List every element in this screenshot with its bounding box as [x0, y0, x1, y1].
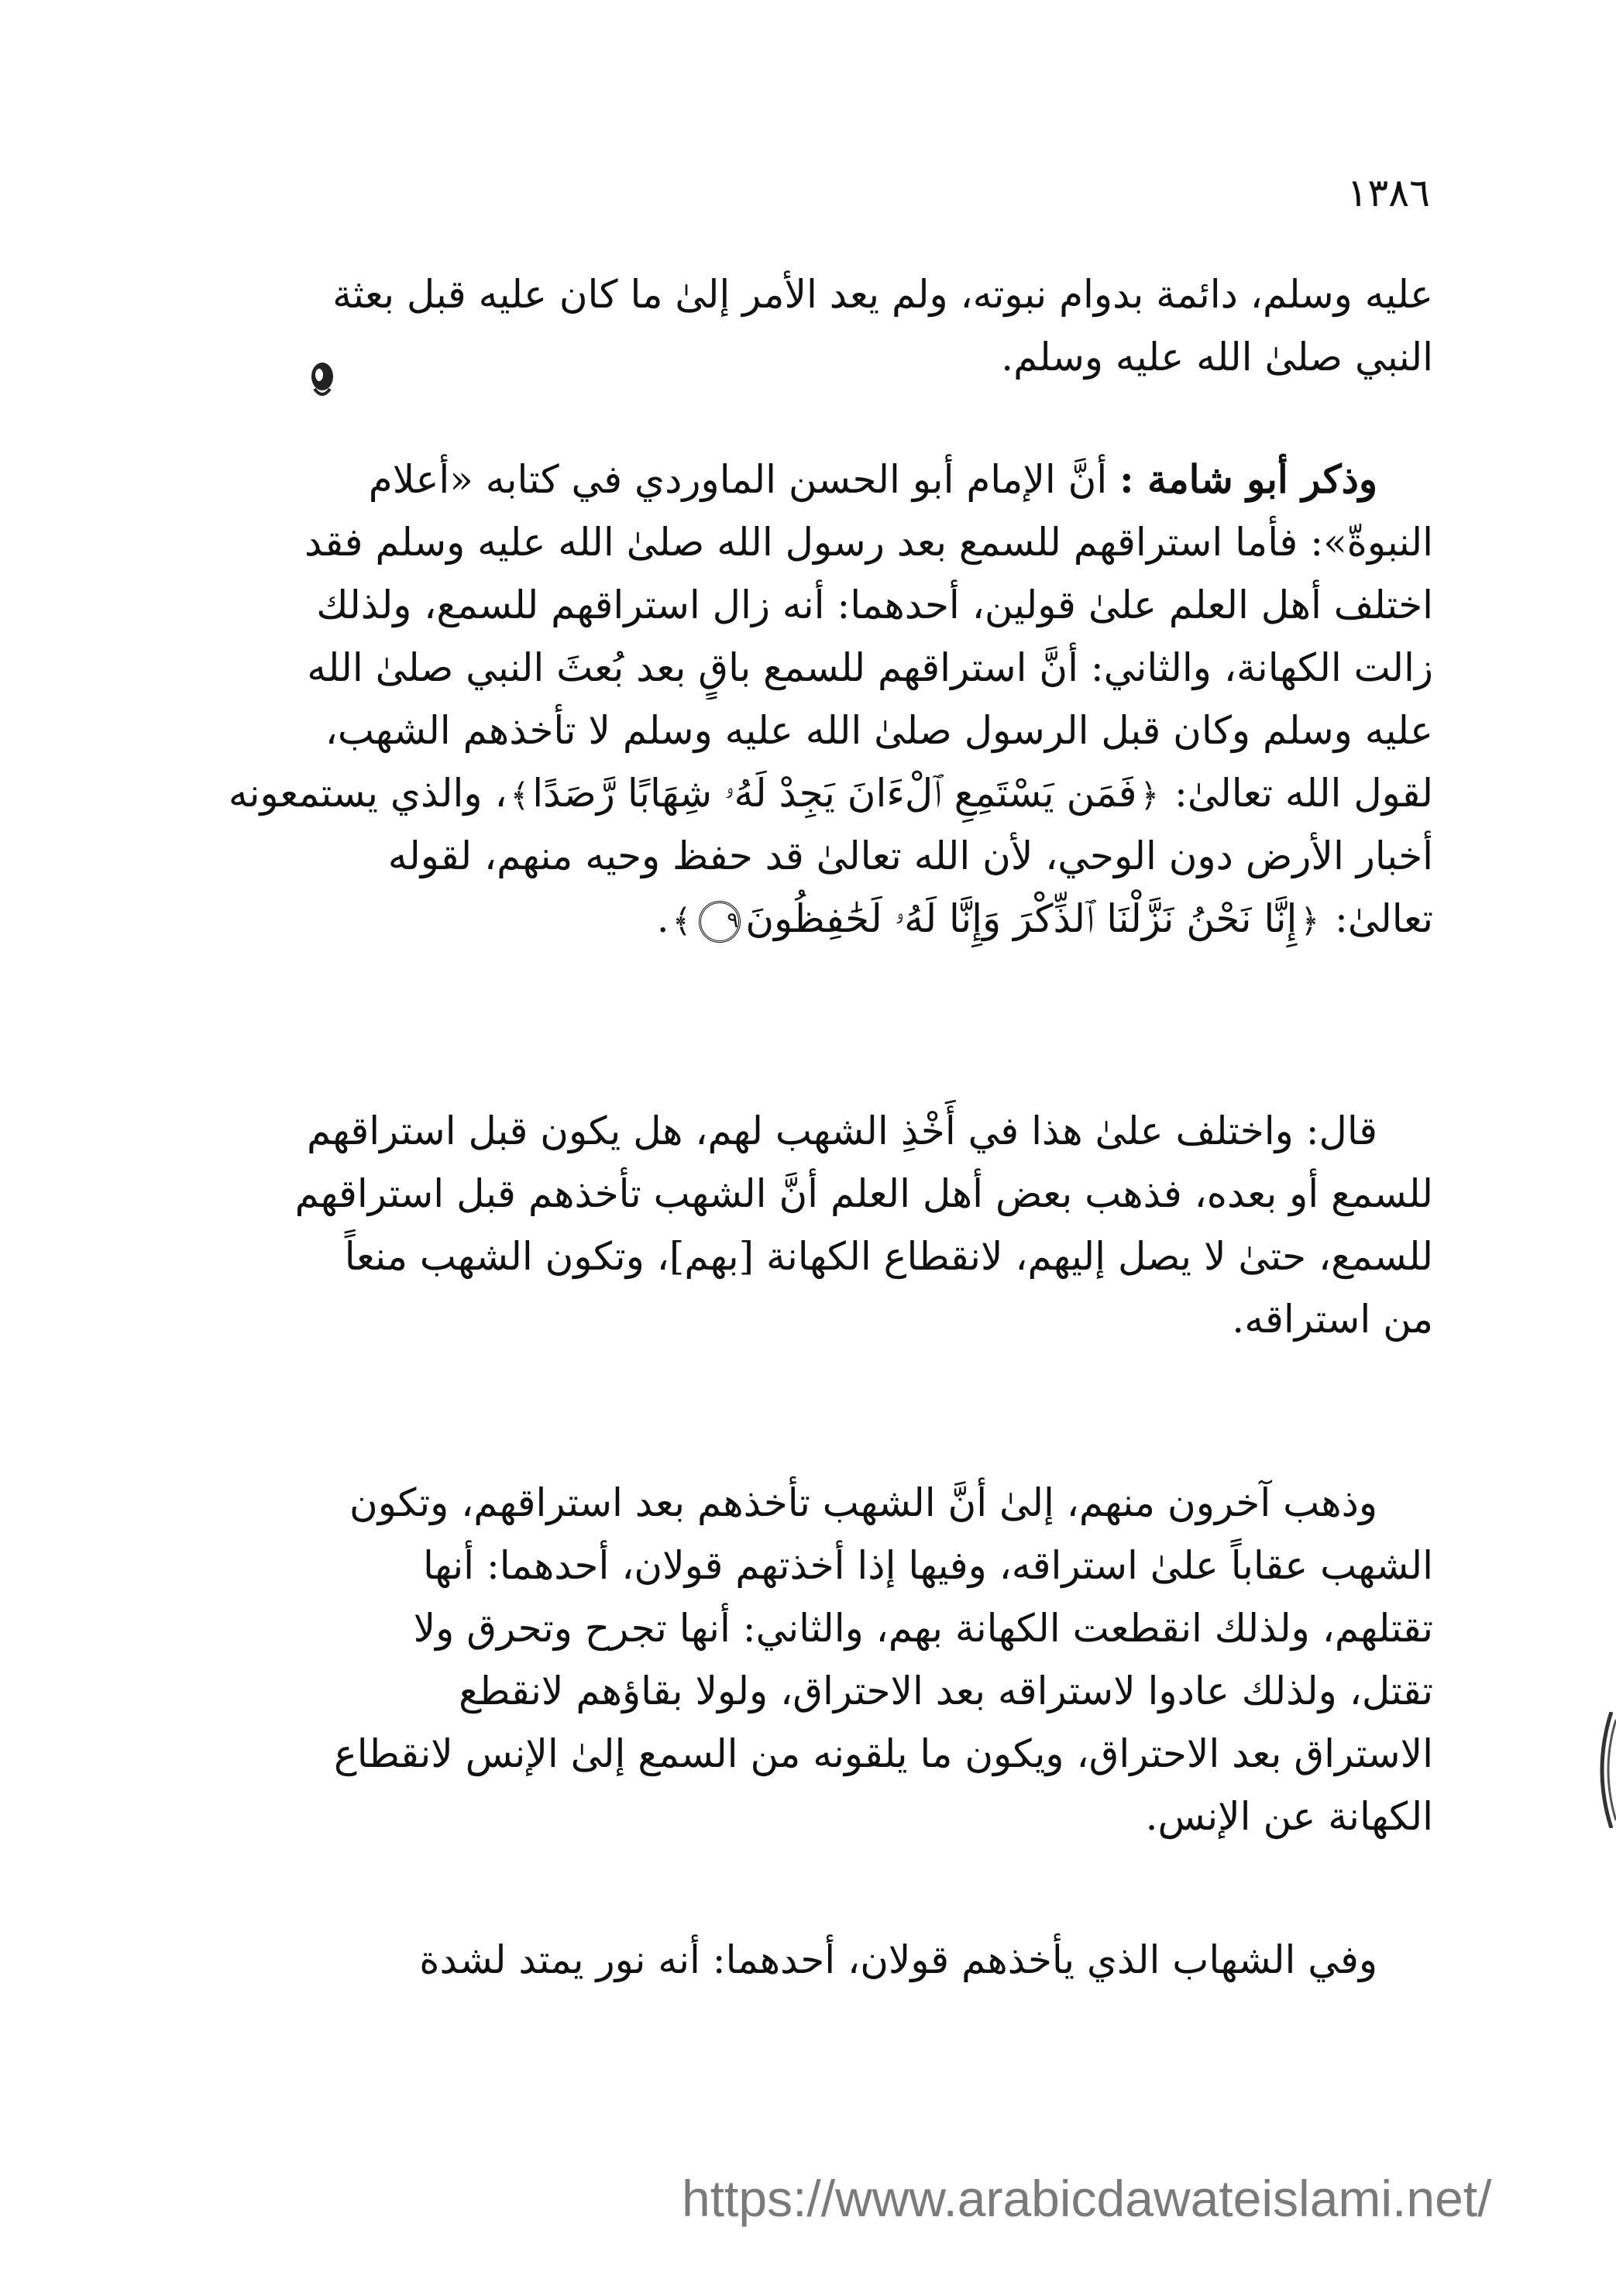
verse-close-bracket: ﴾ — [510, 776, 530, 814]
text-line: زالت الكهانة، والثاني: أنَّ استراقهم للسمع باقٍ بعد بُعثَ النبي صلىٰ الله — [307, 645, 1433, 690]
text-line: عليه وسلم، دائمة بدوام نبوته، ولم يعد الأمر إلىٰ ما كان عليه قبل بعثة — [332, 272, 1433, 317]
paragraph-3 — [194, 1100, 1433, 1351]
verse-intro: لقول الله تعالىٰ: — [1174, 771, 1433, 816]
text-line: عليه وسلم وكان قبل الرسول صلىٰ الله عليه وسلم لا تأخذهم الشهب، — [325, 708, 1433, 753]
ayah-number: ٩ — [699, 901, 741, 943]
end-mark: . — [656, 896, 669, 941]
text-line: قال: واختلف علىٰ هذا في أَخْذِ الشهب لهم، هل يكون قبل استراقهم — [307, 1108, 1377, 1153]
page-number: ١٣٨٦ — [1346, 170, 1430, 215]
text-line: الشهب عقاباً علىٰ استراقه، وفيها إذا أخذتهم قولان، أحدهما: أنها — [422, 1543, 1433, 1588]
text-line — [194, 762, 1433, 825]
flower-ornament-icon — [304, 358, 341, 401]
quran-verse: فَمَن يَسْتَمِعِ ٱلْءَانَ يَجِدْ لَهُۥ شِهَابًا رَّصَدًا — [532, 771, 1137, 816]
text-line: للسمع، حتىٰ لا يصل إليهم، لانقطاع الكهانة [بهم]، وتكون الشهب منعاً — [344, 1234, 1433, 1279]
paragraph-2 — [194, 448, 1433, 950]
text-line: أخبار الأرض دون الوحي، لأن الله تعالىٰ قد حفظ وحيه منهم، لقوله — [387, 834, 1433, 878]
text-line — [194, 888, 1433, 950]
text-line: للسمع أو بعده، فذهب بعض أهل العلم أنَّ الشهب تأخذهم قبل استراقهم — [294, 1171, 1433, 1216]
text-line: الاستراق بعد الاحتراق، ويكون ما يلقونه من السمع إلىٰ الإنس لانقطاع — [333, 1731, 1433, 1776]
paragraph-lead: وذكر أبو شامة : — [1119, 456, 1377, 502]
text-segment: ، والذي يستمعونه — [228, 771, 507, 816]
text-line: النبوةّ»: فأما استراقهم للسمع بعد رسول الله صلىٰ الله عليه وسلم فقد — [304, 520, 1433, 565]
footer-url[interactable]: https://www.arabicdawateislami.net/ — [682, 2170, 1492, 2227]
verse-open-bracket: ﴿ — [1300, 902, 1320, 940]
text-segment: أنَّ الإمام أبو الحسن الماوردي في كتابه «أعلام — [368, 457, 1108, 502]
quran-verse: إِنَّا نَحْنُ نَزَّلْنَا ٱلذِّكْرَ وَإِنَّا لَهُۥ لَحَٰفِظُونَ — [745, 896, 1298, 941]
verse-close-bracket: ﴾ — [672, 902, 692, 940]
text-line: الكهانة عن الإنس. — [1145, 1794, 1433, 1839]
paragraph-5 — [194, 1929, 1433, 1992]
text-line: وذهب آخرون منهم، إلىٰ أنَّ الشهب تأخذهم بعد استراقهم، وتكون — [349, 1480, 1377, 1525]
paragraph-1 — [194, 263, 1433, 389]
text-line: وفي الشهاب الذي يأخذهم قولان، أحدهما: أنه نور يمتد لشدة — [419, 1937, 1377, 1982]
text-line: اختلف أهل العلم علىٰ قولين، أحدهما: أنه زال استراقهم للسمع، ولذلك — [316, 583, 1433, 627]
scan-edge-mark — [1588, 1712, 1616, 1828]
text-line: تقتلهم، ولذلك انقطعت الكهانة بهم، والثاني: أنها تجرح وتحرق ولا — [413, 1606, 1433, 1651]
text-line: من استراقه. — [1232, 1297, 1433, 1342]
text-segment: تعالىٰ: — [1334, 896, 1433, 941]
text-line: تقتل، ولذلك عادوا لاستراقه بعد الاحتراق، ولولا بقاؤهم لانقطع — [459, 1669, 1433, 1713]
verse-open-bracket: ﴿ — [1140, 776, 1160, 814]
text-line — [194, 448, 1433, 511]
paragraph-4 — [194, 1472, 1433, 1848]
text-line: النبي صلىٰ الله عليه وسلم. — [1001, 335, 1433, 380]
